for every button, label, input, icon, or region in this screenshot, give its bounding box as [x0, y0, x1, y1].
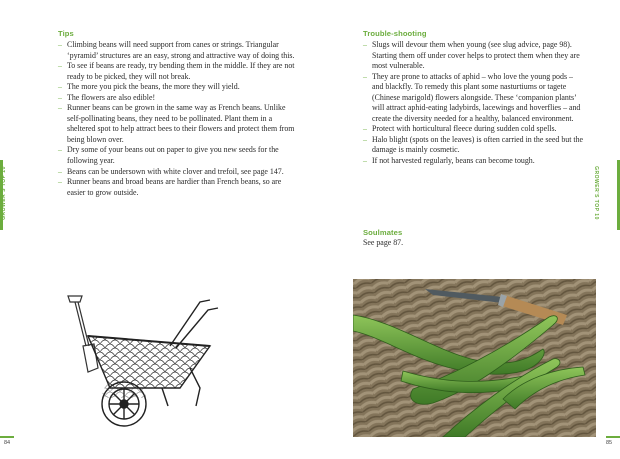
- tip-item: – Runner beans can be grown in the same way as French beans. Unlike self-pollinating beans, they need to be pollinated. Plant them in a sheltered spot to help attract bees to their flowers and protect them from being blown over.: [58, 103, 296, 145]
- side-label: GROWER’S TOP 10: [0, 166, 7, 220]
- tip-item: – To see if beans are ready, try bending them in the middle. If they are not ready to be picked, they will not break.: [58, 61, 296, 82]
- troubleshooting-item: – Halo blight (spots on the leaves) is often carried in the seed but the damage is mainly cosmetic.: [363, 135, 585, 156]
- tip-item: – Beans can be undersown with white clover and trefoil, see page 147.: [58, 167, 296, 178]
- soulmates-heading: Soulmates: [363, 228, 403, 237]
- tip-item: – Climbing beans will need support from canes or strings. Triangular ‘pyramid’ structures are an easy, strong and attractive way of doing this.: [58, 40, 296, 61]
- troubleshooting-list: [363, 40, 585, 167]
- troubleshooting-item: – Slugs will devour them when young (see slug advice, page 98). Starting them off under cover helps to protect them when they are most vulnerable.: [363, 40, 585, 72]
- page-number: 85: [606, 440, 613, 446]
- beans-photo-graphic: [353, 279, 596, 437]
- tip-item: – The more you pick the beans, the more they will yield.: [58, 82, 296, 93]
- footer-rule: [606, 436, 620, 438]
- beans-photo: [353, 279, 596, 437]
- footer-rule: [0, 436, 14, 438]
- tip-item: – Dry some of your beans out on paper to give you new seeds for the following year.: [58, 145, 296, 166]
- tip-item: – Runner beans and broad beans are hardier than French beans, so are easier to grow outside.: [58, 177, 296, 198]
- troubleshooting-item: – They are prone to attacks of aphid – who love the young pods – and blackfly. To remedy this plant some nasturtiums or tagete (Chinese marigold) flowers alongside. These ‘companion plants’ will attract aphid-eating ladybirds, lacewings and hoverflies – and create the diversity needed for a healthy, balanced environment.: [363, 72, 585, 125]
- tips-heading: Tips: [58, 29, 74, 38]
- troubleshooting-item: – If not harvested regularly, beans can become tough.: [363, 156, 585, 167]
- side-label: GROWER’S TOP 10: [592, 166, 599, 220]
- troubleshooting-item: – Protect with horticultural fleece during sudden cold spells.: [363, 124, 585, 135]
- tips-list: [58, 40, 296, 198]
- soulmates-text: See page 87.: [363, 238, 404, 247]
- tip-item: – The flowers are also edible!: [58, 93, 296, 104]
- wheelbarrow-illustration: [50, 288, 260, 438]
- troubleshooting-heading: Trouble-shooting: [363, 29, 427, 38]
- page-number: 84: [4, 440, 11, 446]
